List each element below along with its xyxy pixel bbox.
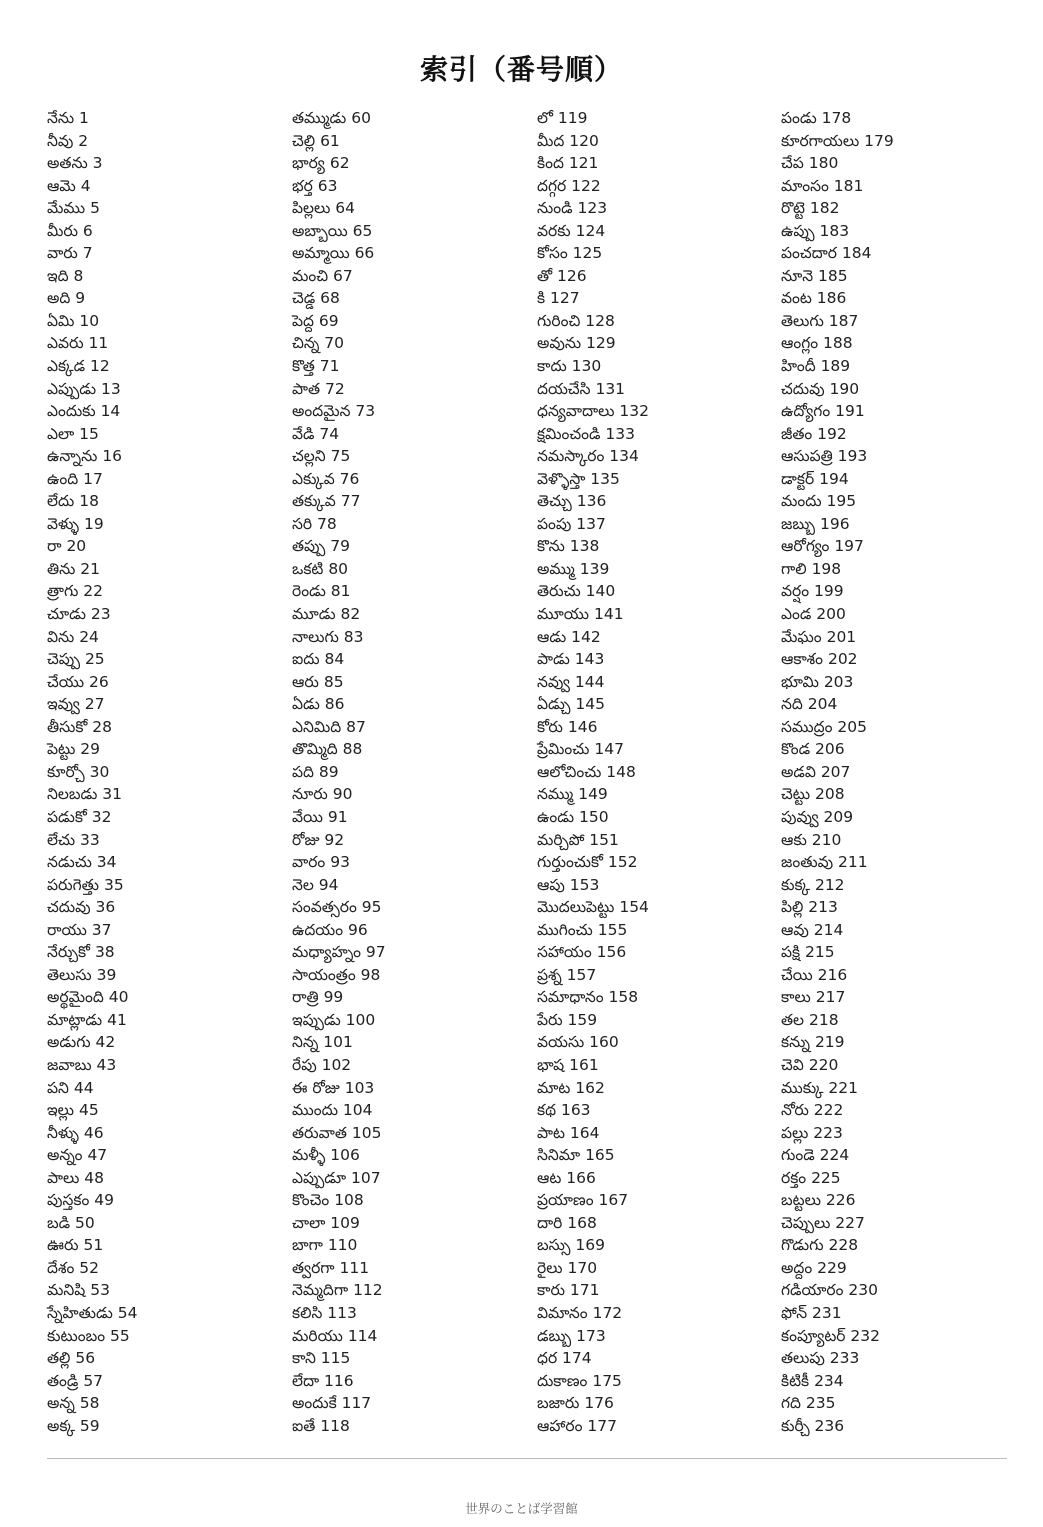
index-entry: చేయు 26: [47, 672, 109, 691]
index-entry: పరుగెత్తు 35: [47, 875, 124, 894]
index-entry: లేదు 18: [47, 492, 99, 511]
index-entry: పాడు 143: [537, 650, 605, 669]
index-entry: సముద్రం 205: [781, 717, 867, 736]
index-entry: ఆడు 142: [537, 627, 601, 646]
index-entry: భూమి 203: [781, 672, 854, 691]
index-entry: ఎక్కడ 12: [47, 357, 110, 376]
index-entry: కొను 138: [537, 537, 600, 556]
index-entry: ఏడు 86: [292, 695, 345, 714]
index-entry: అన్న 58: [47, 1394, 100, 1413]
index-entry: లేచు 33: [47, 830, 100, 849]
index-entry: ఎక్కువ 76: [292, 469, 360, 488]
index-entry: నుండి 123: [537, 199, 608, 218]
index-entry: ఎందుకు 14: [47, 402, 121, 421]
index-entry: అద్దం 229: [781, 1258, 847, 1277]
index-entry: తిను 21: [47, 559, 101, 578]
index-entry: చదువు 190: [781, 379, 860, 398]
index-entry: పుస్తకం 49: [47, 1191, 114, 1210]
index-entry: నడుచు 34: [47, 853, 117, 872]
index-entry: ఎవరు 11: [47, 334, 109, 353]
index-entry: ఆంగ్లం 188: [781, 334, 853, 353]
index-columns: [47, 107, 1027, 1442]
index-entry: పని 44: [47, 1078, 94, 1097]
index-entry: పంపు 137: [537, 514, 606, 533]
index-entry: అమ్ము 139: [537, 559, 610, 578]
index-entry: ఆమె 4: [47, 176, 91, 195]
index-entry: ఎండ 200: [781, 605, 846, 624]
index-entry: ఉంది 17: [47, 469, 103, 488]
index-entry: అందమైన 73: [292, 402, 376, 421]
index-entry: మేము 5: [47, 199, 100, 218]
index-entry: ఆకు 210: [781, 830, 842, 849]
index-entry: నమ్ము 149: [537, 785, 608, 804]
page-title: 索引（番号順）: [419, 53, 623, 86]
index-entry: ఈ రోజు 103: [292, 1078, 375, 1097]
index-entry: మొదలుపెట్టు 154: [537, 898, 649, 917]
index-entry: పువ్వు 209: [781, 807, 854, 826]
index-entry: చెడ్డ 68: [292, 289, 340, 308]
index-entry: కన్ను 219: [781, 1033, 845, 1052]
index-entry: త్వరగా 111: [292, 1258, 370, 1277]
index-entry: తొమ్మిది 88: [292, 740, 363, 759]
index-entry: అడుగు 42: [47, 1033, 116, 1052]
index-entry: చెట్టు 208: [781, 785, 845, 804]
index-entry: పెద్ద 69: [292, 311, 339, 330]
index-entry: వేడి 74: [292, 424, 340, 443]
index-entry: జవాబు 43: [47, 1055, 117, 1074]
index-entry: మూయు 141: [537, 605, 624, 624]
index-entry: అతను 3: [47, 154, 103, 173]
index-entry: మందు 195: [781, 492, 857, 511]
index-column-1: [47, 107, 287, 1437]
index-entry: ఉన్నాను 16: [47, 447, 123, 466]
index-entry: సాయంత్రం 98: [292, 965, 381, 984]
index-entry: కలిసి 113: [292, 1303, 357, 1322]
index-entry: మీరు 6: [47, 221, 93, 240]
index-entry: భార్య 62: [292, 154, 350, 173]
index-entry: ఫోన్ 231: [781, 1303, 842, 1322]
index-entry: మళ్ళీ 106: [292, 1146, 360, 1165]
index-entry: విమానం 172: [537, 1303, 623, 1322]
index-entry: నీవు 2: [47, 131, 89, 150]
index-entry: లేదా 116: [292, 1371, 354, 1390]
index-entry: ముక్కు 221: [781, 1078, 858, 1097]
index-entry: ఆకాశం 202: [781, 650, 858, 669]
index-entry: ఉండు 150: [537, 807, 609, 826]
index-entry: ప్రయాణం 167: [537, 1191, 629, 1210]
index-entry: గడియారం 230: [781, 1281, 878, 1300]
index-entry: సినిమా 165: [537, 1146, 615, 1165]
index-entry: తల 218: [781, 1010, 839, 1029]
index-entry: తక్కువ 77: [292, 492, 361, 511]
index-entry: భర్త 63: [292, 176, 338, 195]
index-entry: మాట 162: [537, 1078, 605, 1097]
index-entry: మర్చిపో 151: [537, 830, 619, 849]
index-entry: పిల్లలు 64: [292, 199, 356, 218]
index-entry: బస్సు 169: [537, 1236, 605, 1255]
index-entry: కోరు 146: [537, 717, 598, 736]
index-entry: చెప్పు 25: [47, 650, 105, 669]
index-entry: ఏడ్చు 145: [537, 695, 605, 714]
index-entry: ధర 174: [537, 1349, 592, 1368]
index-entry: ఏమి 10: [47, 311, 100, 330]
index-entry: కుటుంబం 55: [47, 1326, 130, 1345]
index-entry: వెళ్ళు 19: [47, 514, 104, 533]
index-entry: మంచి 67: [292, 266, 353, 285]
index-entry: చూడు 23: [47, 605, 111, 624]
index-entry: గురించి 128: [537, 311, 615, 330]
index-entry: పాట 164: [537, 1123, 600, 1142]
index-entry: డబ్బు 173: [537, 1326, 606, 1345]
index-entry: ఆసుపత్రి 193: [781, 447, 868, 466]
index-entry: తప్పు 79: [292, 537, 350, 556]
index-entry: నాలుగు 83: [292, 627, 364, 646]
index-entry: పక్షి 215: [781, 943, 835, 962]
index-entry: చేయి 216: [781, 965, 848, 984]
index-entry: ఎనిమిది 87: [292, 717, 366, 736]
index-entry: ముగించు 155: [537, 920, 628, 939]
index-entry: నోరు 222: [781, 1101, 844, 1120]
index-entry: కొత్త 71: [292, 357, 340, 376]
index-entry: ఎలా 15: [47, 424, 99, 443]
index-entry: మరియు 114: [292, 1326, 378, 1345]
index-column-3: [537, 107, 777, 1437]
index-entry: తెరుచు 140: [537, 582, 616, 601]
index-entry: వర్షం 199: [781, 582, 844, 601]
index-entry: ఇవ్వు 27: [47, 695, 105, 714]
index-entry: నెమ్మదిగా 112: [292, 1281, 383, 1300]
index-entry: దుకాణం 175: [537, 1371, 622, 1390]
index-entry: వారం 93: [292, 853, 350, 872]
index-entry: నేను 1: [47, 109, 89, 127]
index-entry: ఆవు 214: [781, 920, 844, 939]
index-entry: ఎప్పుడూ 107: [292, 1168, 381, 1187]
index-entry: పాలు 48: [47, 1168, 104, 1187]
index-entry: ప్రేమించు 147: [537, 740, 624, 759]
index-entry: అబ్బాయి 65: [292, 221, 373, 240]
index-entry: పది 89: [292, 762, 339, 781]
index-entry: వంట 186: [781, 289, 847, 308]
index-entry: జీతం 192: [781, 424, 847, 443]
index-entry: నూనె 185: [781, 266, 848, 285]
index-entry: రా 20: [47, 537, 87, 556]
index-entry: ఒకటి 80: [292, 559, 349, 578]
index-entry: నీళ్ళు 46: [47, 1123, 104, 1142]
index-entry: జబ్బు 196: [781, 514, 850, 533]
index-entry: చెప్పులు 227: [781, 1213, 865, 1232]
index-entry: అర్థమైంది 40: [47, 988, 129, 1007]
index-entry: అడవి 207: [781, 762, 851, 781]
index-entry: రక్తం 225: [781, 1168, 841, 1187]
index-entry: ఆరోగ్యం 197: [781, 537, 864, 556]
index-entry: చిన్న 70: [292, 334, 345, 353]
index-entry: ఉద్యోగం 191: [781, 402, 865, 421]
index-entry: దారి 168: [537, 1213, 597, 1232]
index-entry: తీసుకో 28: [47, 717, 112, 736]
index-entry: గాలి 198: [781, 559, 842, 578]
index-entry: ఎప్పుడు 13: [47, 379, 121, 398]
index-entry: తల్లి 56: [47, 1349, 96, 1368]
index-entry: ఇల్లు 45: [47, 1101, 99, 1120]
index-entry: ఆరు 85: [292, 672, 344, 691]
index-entry: మూడు 82: [292, 605, 361, 624]
index-entry: మధ్యాహ్నం 97: [292, 943, 386, 962]
index-entry: నెల 94: [292, 875, 339, 894]
index-entry: రాయు 37: [47, 920, 112, 939]
index-entry: చదువు 36: [47, 898, 116, 917]
index-entry: మనిషి 53: [47, 1281, 110, 1300]
index-entry: మీద 120: [537, 131, 599, 150]
index-entry: పెట్టు 29: [47, 740, 100, 759]
index-entry: వారు 7: [47, 244, 93, 263]
index-entry: మాంసం 181: [781, 176, 864, 195]
footer-text: 世界のことば学習館: [465, 1501, 578, 1516]
index-entry: తెలుగు 187: [781, 311, 859, 330]
index-entry: బాగా 110: [292, 1236, 358, 1255]
index-entry: కూరగాయలు 179: [781, 131, 894, 150]
index-entry: గొడుగు 228: [781, 1236, 859, 1255]
index-entry: కారు 171: [537, 1281, 600, 1300]
index-entry: కాని 115: [292, 1349, 351, 1368]
index-entry: రోజు 92: [292, 830, 345, 849]
index-entry: మాట్లాడు 41: [47, 1010, 127, 1029]
index-entry: లో 119: [537, 109, 588, 127]
index-entry: ధన్యవాదాలు 132: [537, 402, 649, 421]
index-entry: అందుకే 117: [292, 1394, 372, 1413]
index-entry: చల్లని 75: [292, 447, 351, 466]
index-entry: చెల్లి 61: [292, 131, 340, 150]
index-entry: నది 204: [781, 695, 838, 714]
index-entry: డాక్టర్ 194: [781, 469, 849, 488]
index-entry: కుర్చీ 236: [781, 1416, 845, 1435]
index-entry: వరకు 124: [537, 221, 606, 240]
index-entry: వేయి 91: [292, 807, 348, 826]
index-entry: రెండు 81: [292, 582, 351, 601]
footer-divider: [47, 1458, 1007, 1459]
index-entry: పల్లు 223: [781, 1123, 843, 1142]
index-entry: తరువాత 105: [292, 1123, 382, 1142]
index-column-4: [781, 107, 1021, 1437]
index-entry: నేర్చుకో 38: [47, 943, 115, 962]
index-entry: అక్క 59: [47, 1416, 100, 1435]
index-entry: పాత 72: [292, 379, 345, 398]
index-entry: ఆట 166: [537, 1168, 596, 1187]
index-entry: జంతువు 211: [781, 853, 868, 872]
index-entry: ఉదయం 96: [292, 920, 368, 939]
index-entry: వయసు 160: [537, 1033, 619, 1052]
index-entry: ఐతే 118: [292, 1416, 350, 1435]
index-entry: రాత్రి 99: [292, 988, 344, 1007]
index-entry: విను 24: [47, 627, 99, 646]
index-entry: పంచదార 184: [781, 244, 872, 263]
index-entry: ఆహారం 177: [537, 1416, 617, 1435]
index-entry: అవును 129: [537, 334, 616, 353]
index-entry: రొట్టె 182: [781, 199, 840, 218]
index-entry: ప్రశ్న 157: [537, 965, 597, 984]
index-entry: కుక్క 212: [781, 875, 845, 894]
index-entry: ఇది 8: [47, 266, 84, 285]
index-entry: కంప్యూటర్ 232: [781, 1326, 881, 1345]
index-entry: గుండె 224: [781, 1146, 850, 1165]
index-entry: కాలు 217: [781, 988, 846, 1007]
index-entry: పడుకో 32: [47, 807, 112, 826]
index-entry: కి 127: [537, 289, 580, 308]
index-entry: దగ్గర 122: [537, 176, 601, 195]
index-entry: ఆపు 153: [537, 875, 600, 894]
index-entry: త్రాగు 22: [47, 582, 103, 601]
index-entry: నమస్కారం 134: [537, 447, 639, 466]
index-entry: గది 235: [781, 1394, 836, 1413]
index-entry: ఐదు 84: [292, 650, 345, 669]
index-entry: తెలుసు 39: [47, 965, 117, 984]
index-entry: పిల్లి 213: [781, 898, 838, 917]
index-entry: అది 9: [47, 289, 86, 308]
index-entry: చేప 180: [781, 154, 839, 173]
index-entry: సరి 78: [292, 514, 337, 533]
index-entry: కింద 121: [537, 154, 599, 173]
index-entry: నిన్న 101: [292, 1033, 353, 1052]
index-entry: స్నేహితుడు 54: [47, 1303, 138, 1322]
index-entry: కూర్చో 30: [47, 762, 110, 781]
index-entry: బట్టలు 226: [781, 1191, 856, 1210]
index-entry: నవ్వు 144: [537, 672, 605, 691]
index-entry: పండు 178: [781, 109, 852, 127]
index-entry: మేఘం 201: [781, 627, 857, 646]
index-entry: భాష 161: [537, 1055, 599, 1074]
index-entry: నూరు 90: [292, 785, 353, 804]
index-entry: పేరు 159: [537, 1010, 598, 1029]
index-entry: హిందీ 189: [781, 357, 851, 376]
index-entry: దేశం 52: [47, 1258, 99, 1277]
index-entry: కోసం 125: [537, 244, 603, 263]
index-entry: చాలా 109: [292, 1213, 360, 1232]
index-entry: తండ్రి 57: [47, 1371, 104, 1390]
index-entry: ముందు 104: [292, 1101, 373, 1120]
index-entry: ఇప్పుడు 100: [292, 1010, 376, 1029]
index-entry: తెచ్చు 136: [537, 492, 607, 511]
index-entry: బజారు 176: [537, 1394, 614, 1413]
index-entry: కథ 163: [537, 1101, 591, 1120]
index-entry: సంవత్సరం 95: [292, 898, 382, 917]
index-entry: గుర్తుంచుకో 152: [537, 853, 638, 872]
index-entry: అన్నం 47: [47, 1146, 108, 1165]
index-entry: కిటికీ 234: [781, 1371, 844, 1390]
index-entry: నిలబడు 31: [47, 785, 122, 804]
index-entry: అమ్మాయి 66: [292, 244, 375, 263]
index-entry: ఉప్పు 183: [781, 221, 850, 240]
index-entry: వెళ్ళొస్తా 135: [537, 469, 620, 488]
index-entry: క్షమించండి 133: [537, 424, 635, 443]
index-entry: తో 126: [537, 266, 587, 285]
index-entry: చెవి 220: [781, 1055, 839, 1074]
index-entry: దయచేసి 131: [537, 379, 626, 398]
index-entry: సహాయం 156: [537, 943, 627, 962]
index-column-2: [292, 107, 532, 1437]
index-entry: తమ్ముడు 60: [292, 109, 371, 127]
index-entry: ఆలోచించు 148: [537, 762, 636, 781]
index-entry: రేపు 102: [292, 1055, 352, 1074]
index-entry: కాదు 130: [537, 357, 602, 376]
index-entry: రైలు 170: [537, 1258, 598, 1277]
index-entry: ఊరు 51: [47, 1236, 104, 1255]
index-entry: తలుపు 233: [781, 1349, 860, 1368]
index-entry: కొంచెం 108: [292, 1191, 364, 1210]
index-entry: సమాధానం 158: [537, 988, 639, 1007]
index-entry: కొండ 206: [781, 740, 845, 759]
index-entry: బడి 50: [47, 1213, 95, 1232]
